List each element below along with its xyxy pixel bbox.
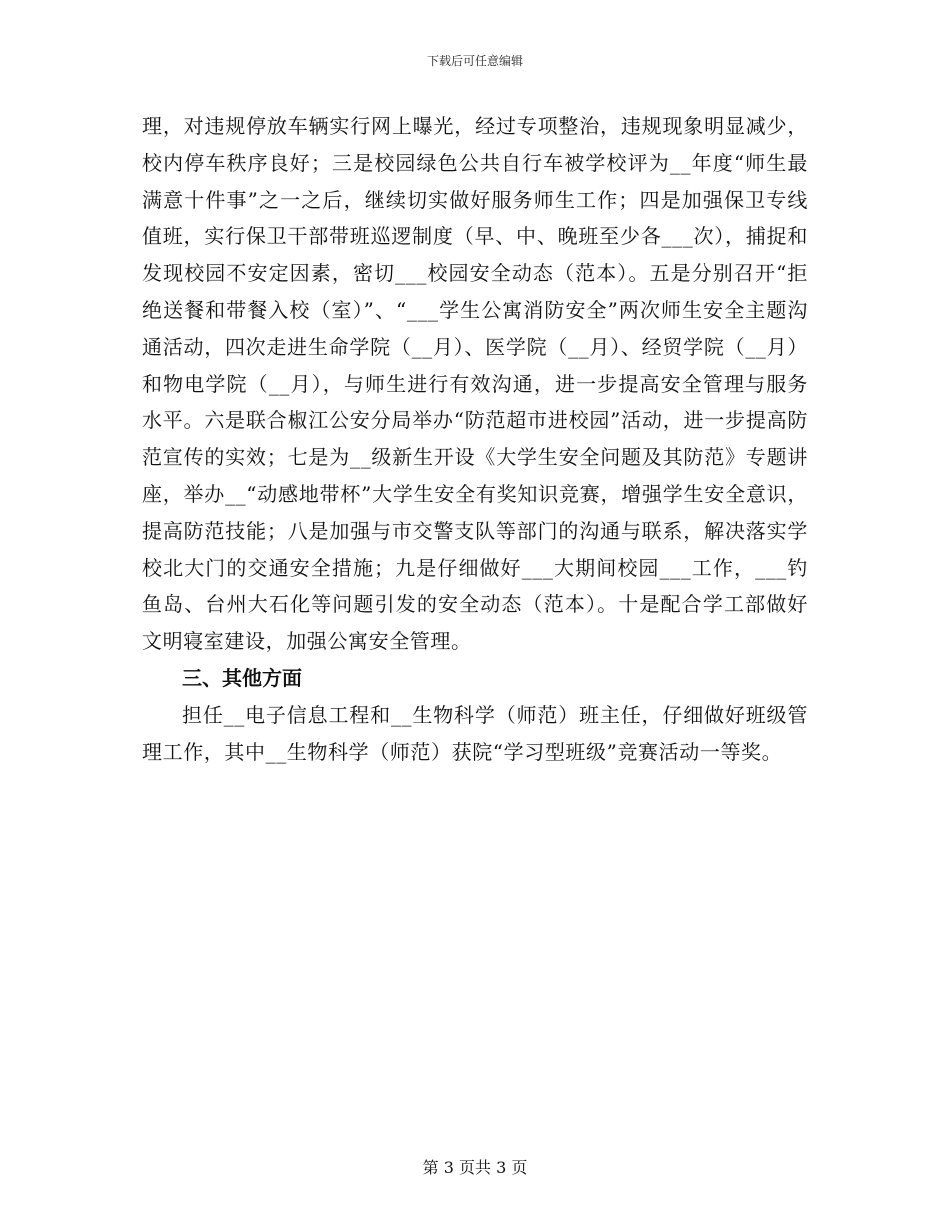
document-body: [142, 108, 808, 770]
header-note: 下载后可任意编辑: [426, 54, 523, 68]
body-paragraph-2: 担任__电子信息工程和__生物科学（师范）班主任，仔细做好班级管理工作，其中__生物科学（师范）获院“学习型班级”竞赛活动一等奖。: [142, 702, 808, 764]
section-heading: 三、其他方面: [182, 665, 302, 690]
page-number: 第 3 页共 3 页: [422, 1158, 528, 1177]
body-paragraph-1: 理，对违规停放车辆实行网上曝光，经过专项整治，违规现象明显减少，校内停车秩序良好；三是校园绿色公共自行车被学校评为__年度“师生最满意十件事”之一之后，继续切实做好服务师生工作；四是加强保卫专线值班，实行保卫干部带班巡逻制度（早、中、晚班至少各___次），捕捉和发现校园不安定因素，密切___校园安全动态（范本）。五是分别召开“拒绝送餐和带餐入校（室）”、“___学生公寓消防安全”两次师生安全主题沟通活动，四次走进生命学院（__月）、医学院（__月）、经贸学院（__月）和物电学院（__月），与师生进行有效沟通，进一步提高安全管理与服务水平。六是联合椒江公安分局举办“防范超市进校园”活动，进一步提高防范宣传的实效；七是为__级新生开设《大学生安全问题及其防范》专题讲座，举办__“动感地带杯”大学生安全有奖知识竞赛，增强学生安全意识，提高防范技能；八是加强与市交警支队等部门的沟通与联系，解决落实学校北大门的交通安全措施；九是仔细做好___大期间校园___工作，___钓鱼岛、台州大石化等问题引发的安全动态（范本）。十是配合学工部做好文明寝室建设，加强公寓安全管理。: [142, 114, 808, 654]
